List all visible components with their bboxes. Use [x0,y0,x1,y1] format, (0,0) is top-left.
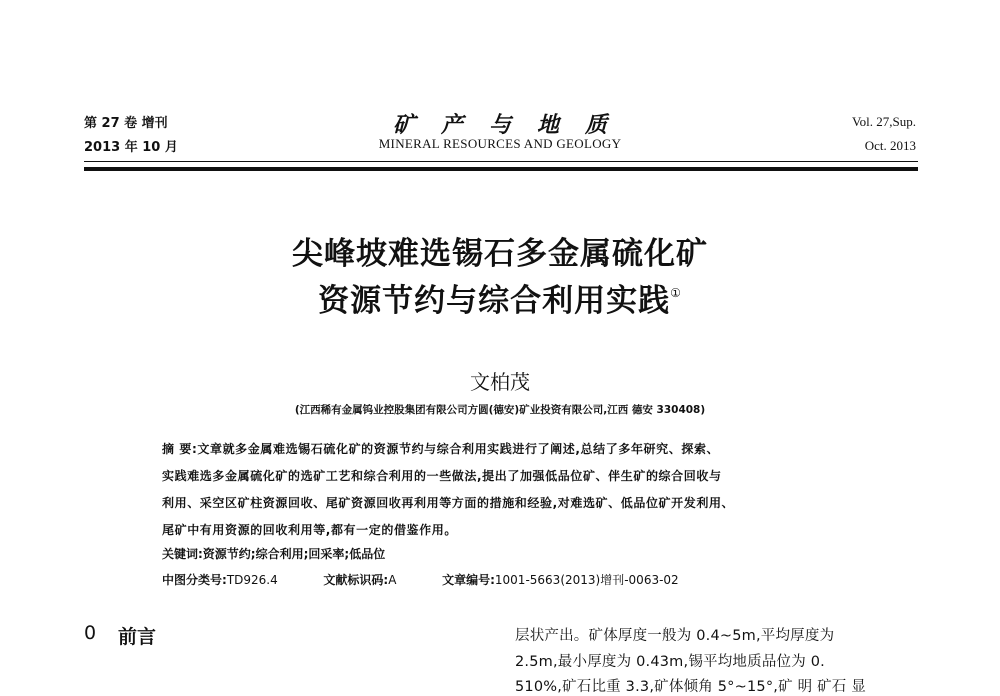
title-footnote-mark: ① [670,286,682,300]
clc-value: TD926.4 [226,573,278,587]
section-title: 前言 [118,626,157,648]
body-text-line-1: 层状产出。矿体厚度一般为 0.4~5m,平均厚度为 [515,628,835,644]
article-number-value: 1001-5663(2013)增刊-0063-02 [494,573,679,587]
doc-code-label: 文献标识码: [323,573,389,587]
abstract-line-2: 实践难选多金属硫化矿的选矿工艺和综合利用的一些做法,提出了加强低品位矿、伴生矿的综合回收与 [162,469,722,483]
body-text-line-3: 510%,矿石比重 3.3,矿体倾角 5°~15°,矿 明 矿石 显 [515,679,867,695]
article-number-label: 文章编号: [442,573,495,587]
clc-label: 中图分类号: [162,573,227,587]
header-rule-thick [84,167,918,171]
article-title-line-1: 尖峰坡难选锡石多金属硫化矿 [292,236,708,272]
date-en: Oct. 2013 [864,138,916,153]
volume-en: Vol. 27,Sup. [851,114,916,129]
section-number: 0 [84,622,97,644]
keywords: 关键词:资源节约;综合利用;回采率;低品位 [162,547,386,561]
article-title-line-2-text: 资源节约与综合利用实践 [318,283,671,319]
abstract-line-3: 利用、采空区矿柱资源回收、尾矿资源回收再利用等方面的措施和经验,对难选矿、低品位矿开发利用、 [162,496,735,510]
author-affiliation: (江西稀有金属钨业控股集团有限公司方圆(德安)矿业投资有限公司,江西 德安 330408) [294,404,706,416]
abstract-line-4: 尾矿中有用资源的回收利用等,都有一定的借鉴作用。 [162,523,457,537]
body-text-line-2: 2.5m,最小厚度为 0.43m,锡平均地质品位为 0. [515,654,825,670]
date-cn: 2013 年 10 月 [84,140,178,155]
abstract-line-1: 摘 要:文章就多金属难选锡石硫化矿的资源节约与综合利用实践进行了阐述,总结了多年研究、探索、 [162,442,720,456]
author-name: 文柏茂 [470,370,530,394]
doc-code-value: A [388,573,397,587]
article-title-line-2 [0,275,1000,320]
header-rule-thin [84,161,918,162]
journal-title-cn: 矿产与地质 [392,112,633,138]
volume-cn: 第 27 卷 增刊 [84,116,168,131]
journal-title-en: MINERAL RESOURCES AND GEOLOGY [378,136,622,151]
classification-row [162,571,679,588]
